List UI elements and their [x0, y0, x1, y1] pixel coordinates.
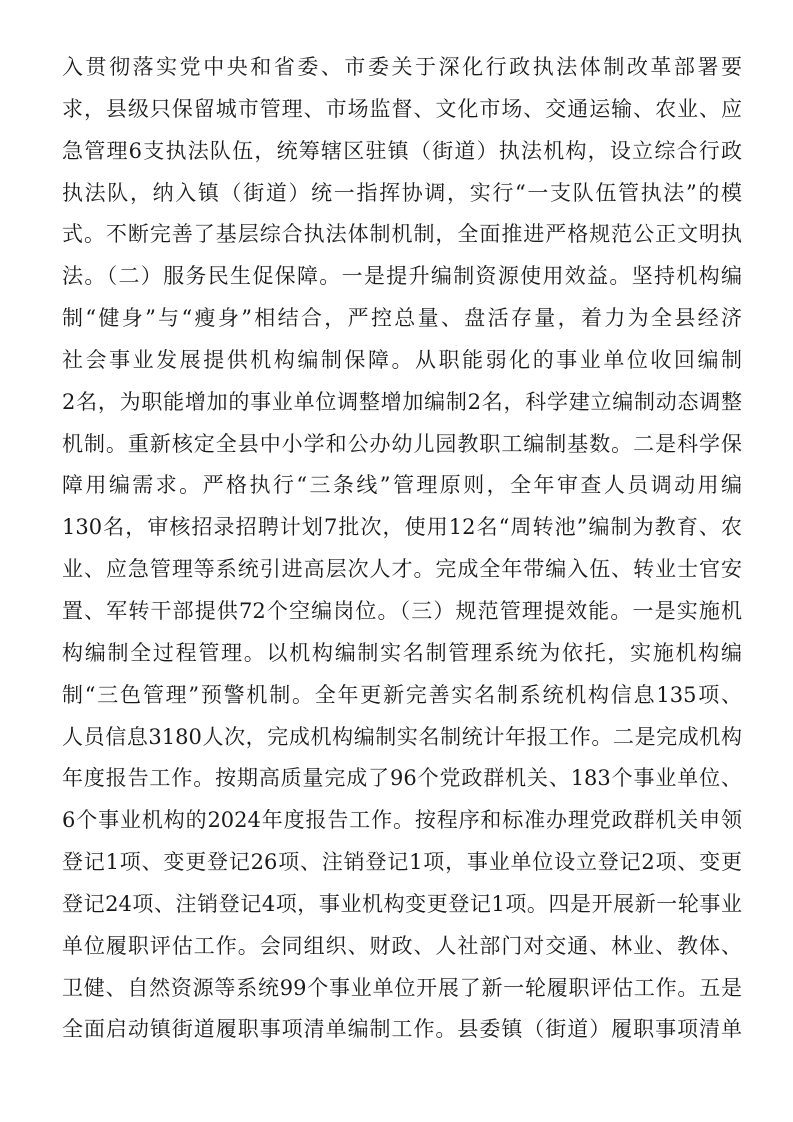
text-line: 执法队，纳入镇（街道）统一指挥协调，实行“一支队伍管执法”的模 — [62, 180, 742, 205]
text-line: 登记1项、变更登记26项、注销登记1项，事业单位设立登记2项、变更 — [62, 850, 742, 875]
text-line: 6个事业机构的2024年度报告工作。按程序和标准办理党政群机关申领 — [62, 808, 742, 833]
text-line: 制“三色管理”预警机制。全年更新完善实名制系统机构信息135项、 — [62, 682, 742, 707]
text-line: 急管理6支执法队伍，统筹辖区驻镇（街道）执法机构，设立综合行政 — [62, 138, 742, 163]
text-line: 法。（二）服务民生促保障。一是提升编制资源使用效益。坚持机构编 — [62, 264, 742, 289]
text-line: 置、军转干部提供72个空编岗位。（三）规范管理提效能。一是实施机 — [62, 598, 742, 623]
body-paragraph — [62, 47, 742, 1051]
text-line: 障用编需求。严格执行“三条线”管理原则，全年审查人员调动用编 — [62, 473, 742, 498]
text-line: 人员信息3180人次，完成机构编制实名制统计年报工作。二是完成机构 — [62, 724, 742, 749]
text-line: 机制。重新核定全县中小学和公办幼儿园教职工编制基数。二是科学保 — [62, 431, 742, 456]
text-line: 全面启动镇街道履职事项清单编制工作。县委镇（街道）履职事项清单 — [62, 1017, 742, 1042]
text-line: 单位履职评估工作。会同组织、财政、人社部门对交通、林业、教体、 — [62, 933, 742, 958]
text-line: 求，县级只保留城市管理、市场监督、文化市场、交通运输、农业、应 — [62, 96, 742, 121]
text-line: 登记24项、注销登记4项，事业机构变更登记1项。四是开展新一轮事业 — [62, 891, 742, 916]
text-line: 式。不断完善了基层综合执法体制机制，全面推进严格规范公正文明执 — [62, 222, 742, 247]
text-line: 社会事业发展提供机构编制保障。从职能弱化的事业单位收回编制 — [62, 347, 742, 372]
text-line: 130名，审核招录招聘计划7批次，使用12名“周转池”编制为教育、农 — [62, 515, 742, 540]
text-line: 业、应急管理等系统引进高层次人才。完成全年带编入伍、转业士官安 — [62, 557, 742, 582]
text-line: 2名，为职能增加的事业单位调整增加编制2名，科学建立编制动态调整 — [62, 389, 742, 414]
text-line: 卫健、自然资源等系统99个事业单位开展了新一轮履职评估工作。五是 — [62, 975, 742, 1000]
text-line: 年度报告工作。按期高质量完成了96个党政群机关、183个事业单位、 — [62, 766, 742, 791]
text-line: 制“健身”与“瘦身”相结合，严控总量、盘活存量，着力为全县经济 — [62, 306, 742, 331]
text-line: 入贯彻落实党中央和省委、市委关于深化行政执法体制改革部署要 — [62, 55, 742, 79]
text-line: 构编制全过程管理。以机构编制实名制管理系统为依托，实施机构编 — [62, 640, 742, 665]
